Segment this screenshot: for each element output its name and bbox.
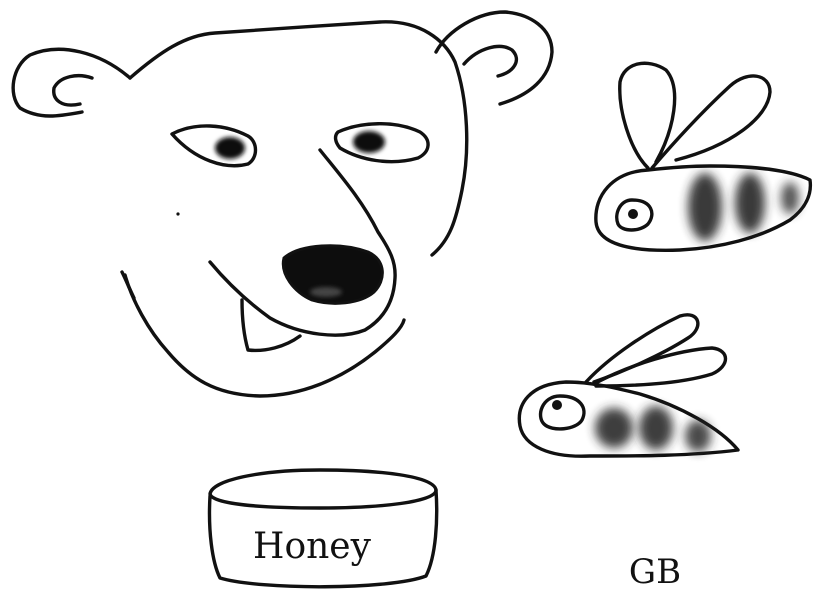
bee-bottom-stripe-2 bbox=[639, 406, 673, 450]
bear-left-ear-inner bbox=[54, 76, 92, 105]
bee-top-pupil bbox=[628, 209, 638, 219]
honey-jar-rim bbox=[210, 470, 436, 508]
bee-bottom-pupil bbox=[552, 400, 562, 410]
bee-bottom-eye bbox=[541, 396, 584, 429]
bear-face bbox=[13, 12, 552, 396]
bee-top bbox=[596, 63, 811, 250]
honey-jar-label: Honey bbox=[253, 526, 371, 567]
artist-signature: GB bbox=[628, 552, 682, 592]
bee-bottom bbox=[519, 315, 738, 456]
bear-right-ear-inner bbox=[464, 46, 516, 76]
bear-cheek-left bbox=[122, 272, 134, 298]
bee-top-wing-front bbox=[652, 76, 770, 168]
bear-freckle bbox=[176, 212, 179, 215]
bear-head-outline bbox=[130, 22, 467, 255]
bear-left-eye-pupil bbox=[215, 137, 245, 159]
bee-bottom-wing-top bbox=[586, 315, 698, 382]
bear-snout-ridge bbox=[210, 150, 395, 335]
bee-top-stripe-1 bbox=[688, 173, 722, 241]
bear-tongue bbox=[242, 300, 300, 350]
bee-bottom-stripe-3 bbox=[685, 420, 711, 452]
bee-top-stripe-3 bbox=[781, 182, 799, 214]
bear-nose-shine bbox=[310, 287, 342, 297]
bee-top-stripe-2 bbox=[735, 173, 765, 233]
bear-right-eye-pupil bbox=[353, 131, 385, 153]
bee-bottom-stripe-1 bbox=[595, 408, 633, 448]
honey-jar bbox=[209, 470, 436, 587]
